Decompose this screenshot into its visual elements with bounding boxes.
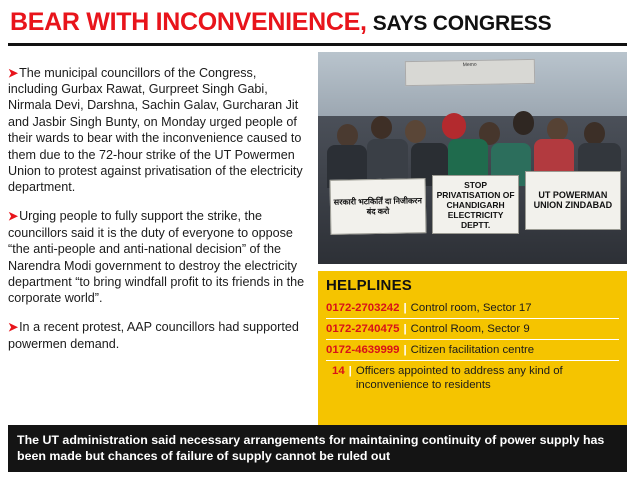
- helpline-number[interactable]: 0172-2740475: [326, 323, 400, 335]
- paragraph-text: In a recent protest, AAP councillors had supported powermen demand.: [8, 320, 299, 351]
- crowd-person: [405, 120, 427, 143]
- paragraph-text: Urging people to fully support the strike, the councillors said it is the duty of everyone to oppose “the anti-people and anti-national decision” of the Narendra Modi government to destroy the electricity department “to bring windfall profit to its friends in the corporate world”.: [8, 209, 305, 306]
- photo-banner: [404, 59, 534, 87]
- helpline-description: Officers appointed to address any kind of inconvenience to residents: [355, 365, 563, 391]
- paragraph: [8, 319, 308, 352]
- paragraph: [8, 208, 308, 306]
- helpline-separator: |: [403, 344, 407, 356]
- helpline-number[interactable]: 0172-4639999: [326, 344, 400, 356]
- helpline-number[interactable]: 0172-2703242: [326, 302, 400, 314]
- headline: [0, 0, 635, 43]
- bullet-icon: ➤: [8, 65, 19, 80]
- article-body: [0, 46, 635, 428]
- helpline-separator: |: [403, 323, 407, 335]
- footer-note: The UT administration said necessary arrangements for maintaining continuity of power supply has been made but chances of failure of supply cannot be ruled out: [8, 425, 627, 472]
- crowd-person: [371, 116, 393, 139]
- helpline-separator: |: [348, 365, 352, 377]
- media-column: [318, 52, 627, 428]
- helpline-description: Citizen facilitation centre: [410, 344, 535, 356]
- protest-photo: [318, 52, 627, 264]
- placard-union-zindabad: UT POWERMAN UNION ZINDABAD: [525, 171, 621, 230]
- helpline-description: Control room, Sector 17: [410, 302, 532, 314]
- bullet-icon: ➤: [8, 320, 19, 335]
- paragraph: [8, 65, 308, 196]
- helpline-number[interactable]: 14: [332, 365, 345, 377]
- crowd-person: [547, 118, 569, 141]
- photo-banner-text: Memo: [462, 62, 477, 69]
- crowd-person: [513, 111, 535, 134]
- bullet-icon: ➤: [8, 209, 19, 224]
- helpline-row: [326, 340, 619, 361]
- helplines-title: HELPLINES: [326, 277, 412, 294]
- headline-main: BEAR WITH INCONVENIENCE,: [10, 8, 367, 36]
- headline-sub: SAYS CONGRESS: [372, 12, 552, 35]
- placard-stop-privatisation: STOP PRIVATISATION OF CHANDIGARH ELECTRICITY DEPTT.: [432, 175, 519, 234]
- crowd-person-turban: [442, 113, 467, 138]
- helpline-row: [326, 319, 619, 340]
- text-column: [8, 52, 308, 428]
- helpline-row: [326, 361, 619, 395]
- helpline-separator: |: [403, 302, 407, 314]
- placard-punjabi: सरकारी भटकिर्तिं दा निजीकरन बंद करो: [330, 178, 427, 235]
- helpline-row: [326, 298, 619, 319]
- paragraph-text: The municipal councillors of the Congress, including Gurbax Rawat, Gurpreet Singh Gabi, Nirmala Devi, Darshna, Sachin Galav, Gurcharan Jit and Jasbir Singh Bunty, on Monday urged people of their wards to bear with the inconvenience caused to them due to the 72-hour strike of the UT Powermen Union to protest against privatisation of the electricity department.: [8, 65, 303, 195]
- helplines-box: [318, 271, 627, 428]
- helpline-description: Control Room, Sector 9: [410, 323, 530, 335]
